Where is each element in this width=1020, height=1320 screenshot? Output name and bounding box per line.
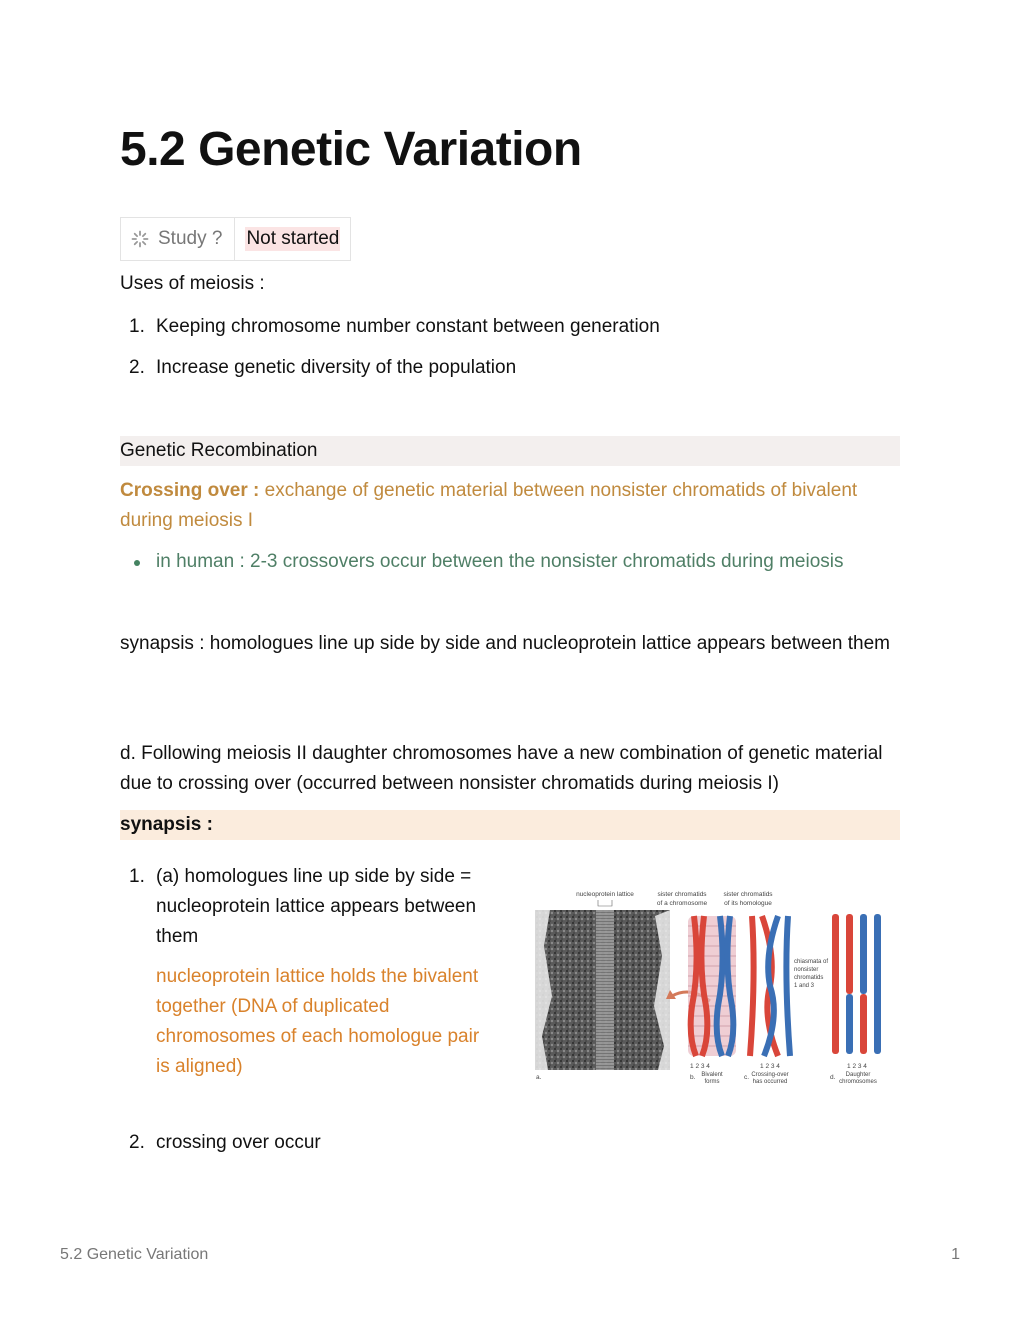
label-sister2: sister chromatids bbox=[723, 891, 773, 898]
label-sister1: sister chromatids bbox=[657, 891, 707, 898]
synapsis-heading: synapsis : bbox=[120, 810, 900, 840]
lattice-note: nucleoprotein lattice holds the bivalent together (DNA of duplicated chromosomes of each homologue pair is aligned) bbox=[156, 966, 480, 1077]
panel-c-crossing-over bbox=[744, 916, 828, 1085]
panel-a-label: a. bbox=[536, 1074, 542, 1081]
panel-b-bivalent bbox=[688, 916, 736, 1085]
svg-text:chiasmata of: chiasmata of bbox=[794, 959, 829, 965]
human-note-list bbox=[120, 547, 900, 577]
intro-text: Uses of meiosis : bbox=[120, 273, 265, 294]
study-property[interactable] bbox=[120, 217, 351, 261]
svg-text:Daughter: Daughter bbox=[845, 1072, 871, 1078]
svg-text:Bivalent: Bivalent bbox=[701, 1072, 723, 1078]
svg-text:chromosomes: chromosomes bbox=[839, 1079, 877, 1085]
svg-text:nonsister: nonsister bbox=[794, 967, 819, 973]
list-item: 2. crossing over occur bbox=[129, 1132, 321, 1153]
property-key-label: Study ? bbox=[158, 228, 223, 249]
bullet bbox=[134, 560, 140, 566]
footer-title: 5.2 Genetic Variation bbox=[60, 1246, 209, 1263]
synapsis-text: synapsis : homologues line up side by side and nucleoprotein lattice appears between them bbox=[120, 633, 890, 654]
nums-b: 1 2 3 4 bbox=[690, 1063, 710, 1070]
list-item: 1. Keeping chromosome number constant between generation bbox=[129, 316, 660, 337]
svg-text:forms: forms bbox=[704, 1079, 720, 1085]
svg-text:Crossing-over: Crossing-over bbox=[751, 1072, 789, 1078]
label-sister1b: of a chromosome bbox=[656, 900, 708, 907]
panel-d-label: d. bbox=[830, 1074, 836, 1081]
crossing-over-definition: Crossing over : exchange of genetic material between nonsister chromatids of bivalent during meiosis I bbox=[120, 480, 858, 531]
panel-b-label: b. bbox=[690, 1074, 696, 1081]
list-item: 1. (a) homologues line up side by side = nucleoprotein lattice appears between them nucleoprotein lattice holds the bivalent together (DNA of duplicated chromosomes of each homologue pair is aligned) bbox=[120, 862, 500, 1082]
uses-list bbox=[120, 312, 900, 383]
recombination-heading: Genetic Recombination bbox=[120, 436, 900, 466]
svg-text:chromatids: chromatids bbox=[794, 975, 824, 981]
svg-text:1 and 3: 1 and 3 bbox=[794, 983, 815, 989]
nums-d: 1 2 3 4 bbox=[847, 1063, 867, 1070]
loading-spinner-icon bbox=[131, 230, 149, 248]
label-sister2b: of its homologue bbox=[724, 900, 772, 907]
page-title: 5.2 Genetic Variation bbox=[120, 123, 582, 176]
panel-d-daughter bbox=[830, 914, 881, 1085]
crossing-over-figure bbox=[530, 886, 890, 1086]
nums-c: 1 2 3 4 bbox=[760, 1063, 780, 1070]
property-key bbox=[121, 218, 235, 260]
svg-text:has occurred: has occurred bbox=[752, 1079, 788, 1085]
following-text: d. Following meiosis II daughter chromosomes have a new combination of genetic material due to crossing over (occurred between nonsister chromatids during meiosis I) bbox=[120, 743, 883, 794]
panel-c-label: c. bbox=[744, 1074, 750, 1081]
steps-list-2 bbox=[120, 1128, 900, 1158]
label-lattice: nucleoprotein lattice bbox=[576, 891, 634, 898]
crossing-over-term: Crossing over : bbox=[120, 480, 260, 501]
status-tag: Not started bbox=[246, 228, 340, 249]
list-item: in human : 2-3 crossovers occur between the nonsister chromatids during meiosis bbox=[120, 547, 900, 577]
steps-list bbox=[120, 862, 500, 1082]
footer-page-number: 1 bbox=[951, 1246, 960, 1263]
property-value[interactable] bbox=[235, 218, 350, 260]
list-item: 2. Increase genetic diversity of the population bbox=[129, 357, 517, 378]
